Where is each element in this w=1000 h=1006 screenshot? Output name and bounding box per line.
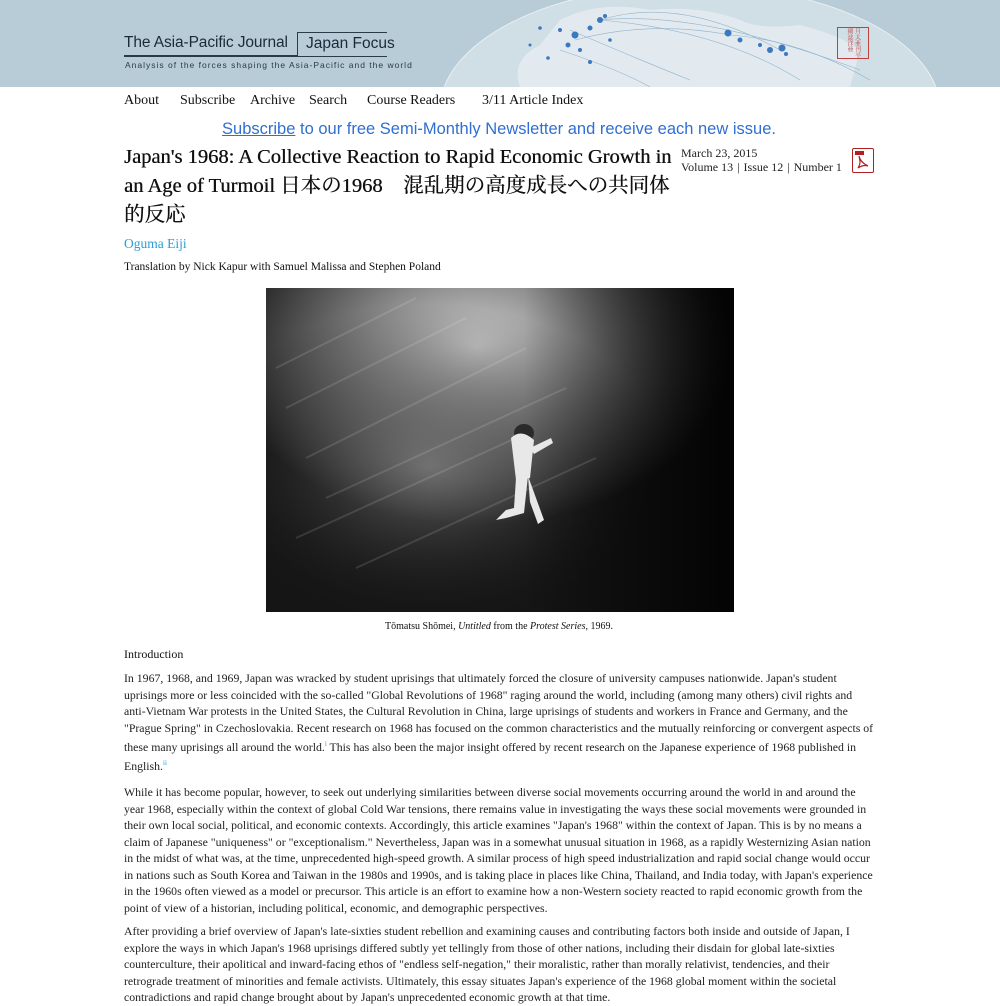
pdf-download-icon[interactable]: [852, 148, 874, 173]
body-paragraph-1: [124, 670, 874, 775]
article-issue: Issue 12: [743, 160, 784, 174]
article-title: Japan's 1968: A Collective Reaction to Rapid Economic Growth in an Age of Turmoil 日本の1968 混乱期の高度成長への共同体的反応: [124, 146, 672, 226]
nav-311-article-index[interactable]: 3/11 Article Index: [482, 93, 584, 108]
nav-subscribe[interactable]: Subscribe: [180, 93, 236, 108]
newsletter-text: to our free Semi-Monthly Newsletter and receive each new issue.: [295, 120, 776, 138]
journal-subtitle[interactable]: Japan Focus: [306, 35, 395, 52]
p1-text-a: In 1967, 1968, and 1969, Japan was wracked by student uprisings that ultimately forced the closure of university campuses nationwide. Japan's student uprisings more or less coincided with the so-called "Global Revolutions of 1968" raging around the world, including (among many others) civil rights and anti-Vietnam War protests in the United States, the Cultural Revolution in China, large uprisings of students and workers in France and Germany, and the "Prague Spring" in Czechoslovakia. Recent research on 1968 has focused on the common characteristics and the mutually reinforcing or convergent aspects of these many uprisings all around the world.: [124, 671, 874, 754]
journal-tagline: Analysis of the forces shaping the Asia-Pacific and the world: [125, 60, 413, 70]
caption-author: Tōmatsu Shōmei,: [385, 621, 459, 632]
caption-year: , 1969.: [585, 621, 613, 632]
footnote-link-i[interactable]: i: [324, 740, 327, 748]
nav-archive[interactable]: Archive: [250, 93, 296, 108]
newsletter-banner: [0, 120, 998, 139]
caption-series: Protest Series: [530, 621, 586, 632]
nav-search[interactable]: Search: [309, 93, 348, 108]
translator-credit: Translation by Nick Kapur with Samuel Malissa and Stephen Poland: [124, 261, 441, 273]
body-paragraph-2: While it has become popular, however, to seek out underlying similarities between diverse social movements occurring around the world in and around the year 1968, especially within the context of global Cold War tensions, there remains value in investigating the ways these social movements were grounded in their own local social, political, and economic contexts. Accordingly, this article examines "Japan's 1968" within the context of Japan. This is by no means a claim of Japanese "uniqueness" or "exceptionalism." Nevertheless, Japan was in a somewhat unusual situation in 1968, as a rapidly Westernizing Asian nation in the midst of what was, at the time, unprecedented high-speed growth. A similar process of high speed industrialization and rapid social change would occur in nations such as South Korea and Taiwan in the 1980s and 1990s, and is taking place in places like China, Thailand, and India today, with Japan's experience in the 1960s often viewed as a model or precursor. This article is an effort to examine how a non-Western society reacted to rapid economic growth from the point of view of a historian, including political, economic, and demographic perspectives.: [124, 785, 873, 915]
photo-caption: [0, 621, 998, 632]
article-date: March 23, 2015: [681, 146, 758, 160]
logo-underline: [124, 55, 297, 57]
nav-about[interactable]: About: [124, 93, 159, 108]
article-photo: [266, 288, 734, 612]
article-volume: Volume 13: [681, 160, 734, 174]
journal-seal-logo: 月太亜刊平細誌洋亜: [837, 27, 869, 59]
journal-title[interactable]: The Asia-Pacific Journal: [124, 34, 288, 51]
author-link[interactable]: Oguma Eiji: [124, 236, 187, 251]
article-number: Number 1: [793, 160, 842, 174]
header-banner: [0, 0, 1000, 87]
newsletter-subscribe-link[interactable]: Subscribe: [222, 120, 296, 138]
footnote-link-ii[interactable]: ii: [163, 759, 167, 768]
pdf-acrobat-glyph: [853, 149, 872, 171]
p1-text-b: This has also been the major insight offered by recent research on the Japanese experience of 1968 published in English.: [124, 739, 857, 774]
article-meta: March 23, 2015 Volume 13 | Issue 12 | Number 1: [681, 146, 842, 174]
caption-title: Untitled: [458, 621, 491, 632]
protest-photo-image: [266, 288, 734, 612]
body-paragraph-3: After providing a brief overview of Japan's late-sixties student rebellion and examining causes and contributing factors both inside and outside of Japan, I explore the ways in which Japan's 1968 uprisings differed subtly yet tellingly from those of other nations, including their disdain for global late-sixties counterculture, their apolitical and inward-facing ethos of "endless self-negation," their moralistic, rather than morally relativist, tendencies, and their retrograde treatment of minorities and female activists. Ultimately, this essay situates Japan's experience of the 1968 global moment within the societal contradictions and rapid change brought about by Japan's unprecedented economic growth at that time.: [124, 924, 850, 1004]
nav-course-readers[interactable]: Course Readers: [367, 93, 456, 108]
caption-mid: from the: [490, 621, 531, 632]
section-heading-introduction: Introduction: [124, 647, 184, 661]
